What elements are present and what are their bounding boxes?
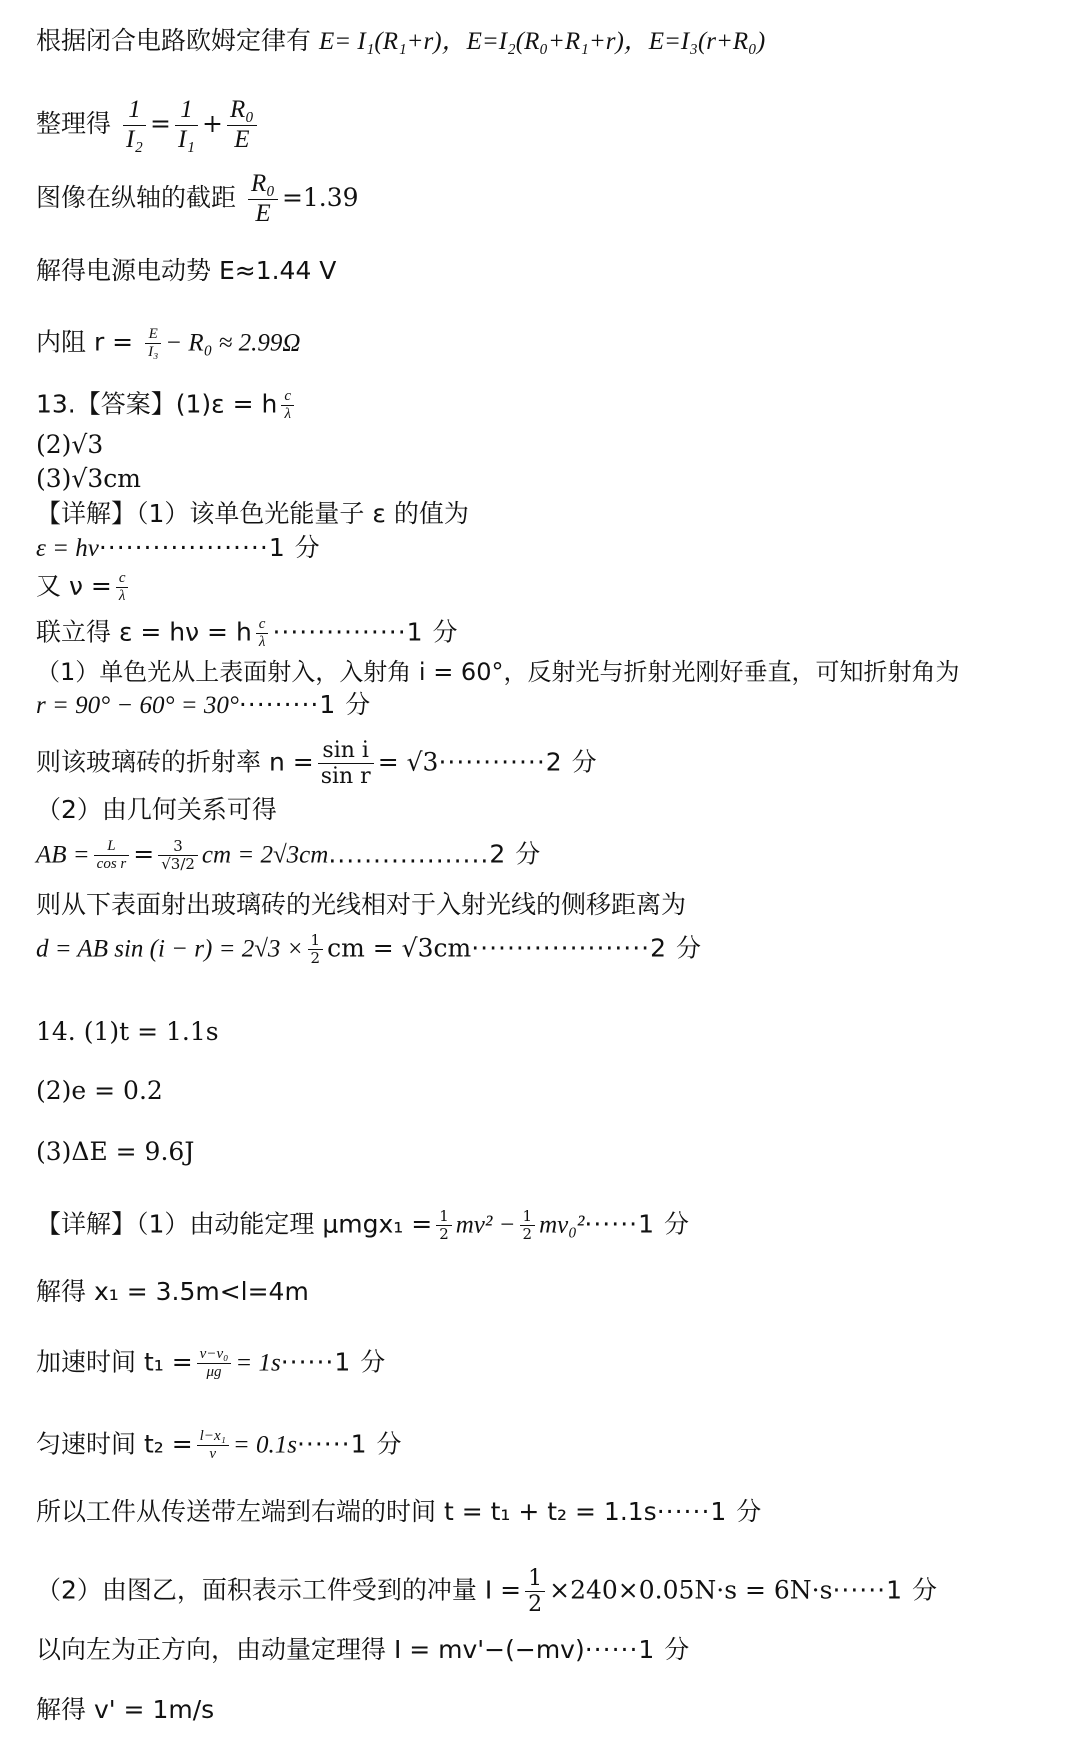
offset-line [36,932,702,968]
denominator: I₃ [148,344,159,361]
denominator: sin r [320,764,371,790]
line-text: 【详解】（1）该单色光能量子 ε 的值为 [36,499,469,528]
numerator: 1 [436,1208,452,1226]
fraction [436,1208,452,1244]
fraction [256,616,269,652]
value: =1.39 [281,182,359,212]
line-text: （1）单色光从上表面射入，入射角 i = 60°，反射光与折射光刚好垂直，可知折射角为 [36,658,960,686]
numerator: E [145,326,161,344]
intercept-line [36,170,359,229]
value: mv₀² [539,1211,585,1239]
denominator: v [209,1446,217,1463]
numerator: R₀ [248,170,278,200]
displacement-line [36,1277,309,1307]
fraction [318,738,374,790]
line-text: 则该玻璃砖的折射率 n = [36,747,314,777]
total-time-line [36,1497,762,1527]
line-text: AB = [36,841,90,869]
fraction [158,838,198,874]
numerator: c [256,616,269,634]
score-marker: ···············1 分 [272,617,459,647]
fraction [145,326,161,362]
denominator: 2 [439,1225,449,1244]
q13-answer-1 [36,388,298,424]
line-text: （2）由图乙，面积表示工件受到的冲量 I = [36,1575,522,1605]
q14-answer-3 [36,1137,194,1167]
denominator: 2 [310,949,321,968]
fraction [281,388,294,424]
emf-line [36,256,336,286]
line-text: r = 90° − 60° = 30° [36,692,239,719]
line-text: 联立得 ε = hν = h [36,617,252,647]
momentum-line [36,1635,690,1665]
denominator: I₂ [125,125,143,153]
numerator: 1 [308,932,324,950]
denominator: E [234,125,250,153]
q14-answer-2 [36,1076,163,1106]
numerator: sin i [318,738,374,764]
denominator: cos r [96,856,127,873]
fraction [227,96,257,155]
line-text: 解得 x₁ = 3.5m<l=4m [36,1277,309,1306]
fraction [94,838,130,874]
photon-energy-line [36,533,321,564]
denominator: μg [206,1364,222,1381]
fraction [525,1566,545,1618]
value: mv² − [455,1211,516,1239]
score-marker: ······1 分 [584,1209,690,1239]
equals-sign: = [150,108,171,138]
rearrange-line [36,96,261,155]
fraction [520,1208,536,1244]
frequency-line [36,570,132,606]
score-marker: ······1 分 [296,1429,403,1459]
denominator: λ [258,634,266,651]
score-marker: ·········1 分 [238,690,372,719]
line-text: 以向左为正方向，由动量定理得 I = mv'−(−mv) [36,1635,585,1664]
fraction [123,96,146,155]
ab-length-line [36,838,541,874]
line-text: 【详解】（1）由动能定理 μmgx₁ = [36,1209,433,1239]
equation: E= I₁(R₁+r)，E=I₂(R₀+R₁+r)，E=I₃(r+R₀) [318,28,766,55]
numerator: R₀ [227,96,257,126]
numerator: l−x₁ [197,1428,229,1446]
numerator: 1 [123,96,146,126]
numerator: c [281,388,294,406]
value: cm = 2√3cm [201,841,329,869]
line-text: 解得电源电动势 E≈1.44 V [36,256,337,285]
score-marker: ······1 分 [280,1347,387,1377]
incidence-line [36,657,959,687]
refraction-angle-line [36,690,371,721]
line-text: ε = hν [36,535,99,562]
fraction [197,1428,229,1464]
numerator: L [94,838,130,856]
denominator: E [255,199,271,227]
score-marker: ······1 分 [656,1497,763,1526]
line-text: 则从下表面射出玻璃砖的光线相对于入射光线的侧移距离为 [36,890,687,919]
value: = 1s [235,1349,281,1377]
q13-detail-heading [36,499,469,529]
kinetic-energy-line [36,1208,690,1244]
line-text: 解得 v' = 1m/s [36,1695,215,1724]
impulse-line [36,1566,938,1618]
uniform-time-line [36,1428,403,1464]
equals-sign: = [133,839,155,869]
numerator: v−v₀ [197,1346,232,1364]
ohm-law-line [36,26,765,57]
line-text: (2)e = 0.2 [36,1076,163,1105]
numerator: 1 [175,96,198,126]
line-text: 14. (1)t = 1.1s [36,1017,219,1046]
value: = √3 [377,747,439,777]
fraction [308,932,324,968]
velocity-line [36,1695,214,1725]
denominator: λ [284,406,291,423]
score-marker: ····················2 分 [471,933,702,963]
numerator: c [116,570,129,588]
fraction [175,96,198,155]
accel-time-line [36,1346,386,1382]
line-text: 加速时间 t₁ = [36,1347,193,1377]
resistance-line [36,326,300,362]
denominator: √3/2 [161,855,195,874]
refractive-index-line [36,738,598,790]
q13-answer-3 [36,464,141,494]
line-text: （2）由几何关系可得 [36,795,277,824]
value: − R₀ ≈ 2.99Ω [165,329,301,357]
fraction [116,570,129,606]
q13-answer-2 [36,430,103,460]
value: cm = √3cm [327,933,472,963]
line-text: d = AB sin (i − r) = 2√3 × [36,935,304,963]
numerator: 1 [520,1208,536,1226]
line-text: 图像在纵轴的截距 [36,182,237,212]
line-text: 又 ν = [36,571,112,601]
line-text: 匀速时间 t₂ = [36,1429,193,1459]
plus-sign: + [201,108,223,138]
fraction [248,170,278,229]
line-text: 根据闭合电路欧姆定律有 [36,26,312,55]
denominator: 2 [522,1225,533,1244]
line-text: (2)√3 [36,430,104,459]
line-text: 所以工件从传送带左端到右端的时间 t = t₁ + t₂ = 1.1s [36,1497,657,1526]
value: ×240×0.05N·s = 6N·s [549,1575,833,1605]
line-text: 13.【答案】(1)ε = h [36,389,278,419]
fraction [197,1346,232,1382]
score-marker: ······1 分 [584,1635,691,1664]
q14-answer-1 [36,1017,219,1047]
denominator: 2 [528,1592,543,1618]
value: = 0.1s [232,1431,297,1459]
numerator: 1 [525,1566,545,1592]
denominator: I₁ [177,125,195,153]
line-text: (3)ΔE = 9.6J [36,1137,195,1166]
line-text: (3)√3cm [36,464,141,493]
score-marker: ···················1 分 [98,533,321,562]
line-text: 整理得 [36,108,112,138]
geometry-heading [36,795,277,825]
line-text: 内阻 r = [36,327,134,357]
combined-line [36,616,459,652]
denominator: λ [118,588,126,605]
offset-heading [36,890,686,920]
score-marker: ············2 分 [438,747,598,777]
score-marker: ..................2 分 [328,839,542,869]
score-marker: ······1 分 [832,1575,938,1605]
numerator: 3 [158,838,198,856]
